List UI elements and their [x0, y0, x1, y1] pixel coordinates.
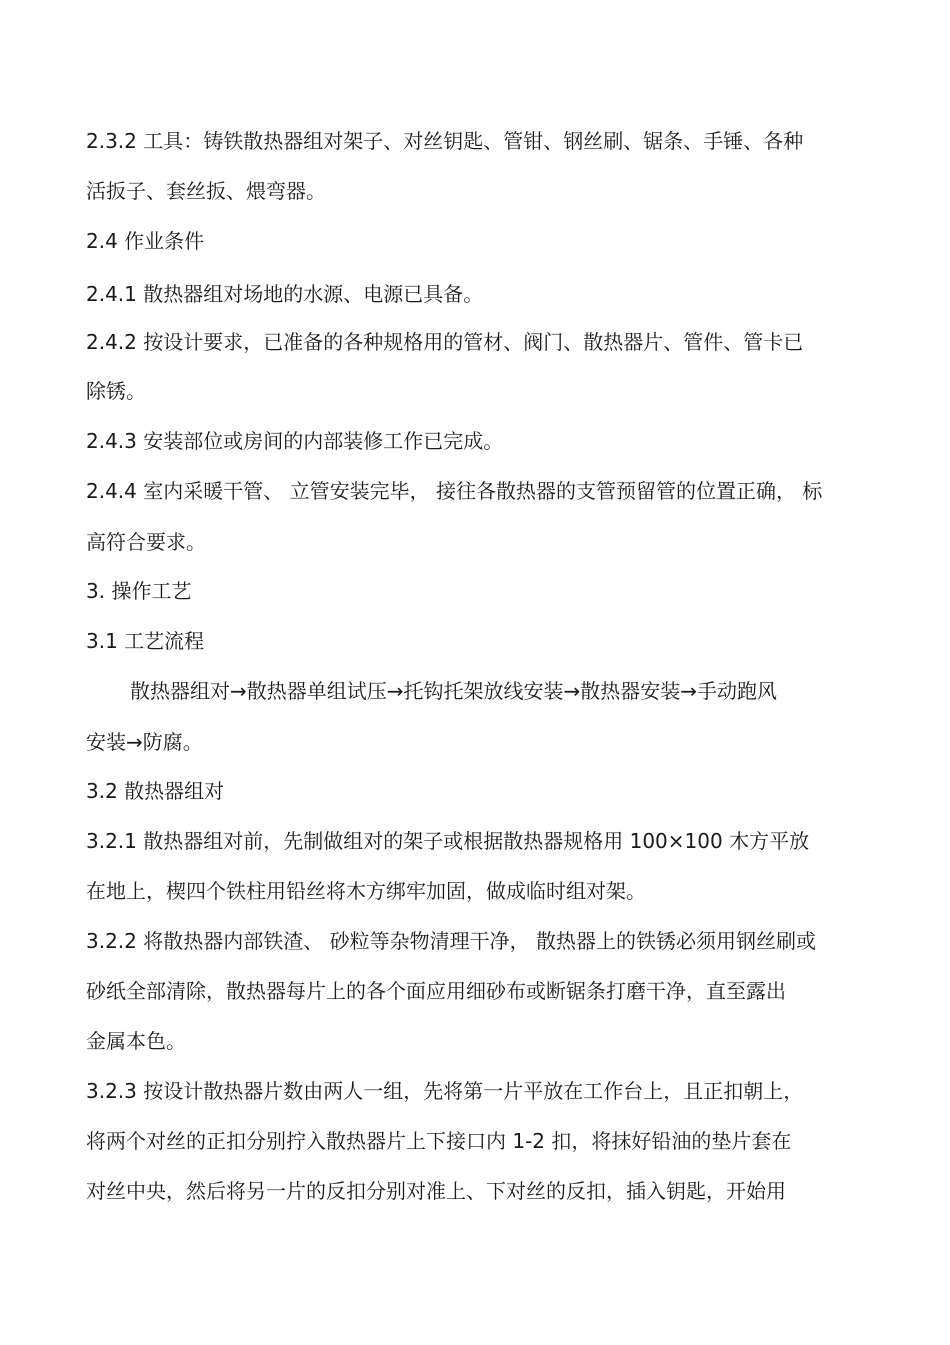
- text-line-3-2-3-cont2: 对丝中央，然后将另一片的反扣分别对准上、下对丝的反扣，插入钥匙，开始用: [86, 1179, 786, 1203]
- text-line-3-2-2-cont: 砂纸全部清除，散热器每片上的各个面应用细砂布或断锯条打磨干净，直至露出: [86, 979, 786, 1003]
- text-line-3-2-2-cont2: 金属本色。: [86, 1029, 186, 1053]
- text-line-2-3-2: 2.3.2 工具：铸铁散热器组对架子、对丝钥匙、管钳、钢丝刷、锯条、手锤、各种: [86, 129, 804, 153]
- text-line-3-2-3-cont: 将两个对丝的正扣分别拧入散热器片上下接口内 1-2 扣，将抹好铅油的垫片套在: [86, 1129, 792, 1153]
- text-line-2-4-4-cont: 高符合要求。: [86, 530, 206, 554]
- text-line-3-2-1-cont: 在地上，楔四个铁柱用铅丝将木方绑牢加固，做成临时组对架。: [86, 879, 646, 903]
- process-flow-line: 散热器组对→散热器单组试压→托钩托架放线安装→散热器安装→手动跑风: [130, 679, 778, 703]
- heading-3: 3. 操作工艺: [86, 579, 192, 603]
- heading-3-1: 3.1 工艺流程: [86, 629, 205, 653]
- text-line-2-4-1: 2.4.1 散热器组对场地的水源、电源已具备。: [86, 282, 484, 306]
- text-line-2-4-2: 2.4.2 按设计要求，已准备的各种规格用的管材、阀门、散热器片、管件、管卡已: [86, 330, 804, 354]
- text-line-3-2-1: 3.2.1 散热器组对前，先制做组对的架子或根据散热器规格用 100×100 木方平放: [86, 829, 810, 853]
- text-line-2-3-2-cont: 活扳子、套丝扳、煨弯器。: [86, 179, 326, 203]
- heading-3-2: 3.2 散热器组对: [86, 779, 225, 803]
- text-line-2-4-3: 2.4.3 安装部位或房间的内部装修工作已完成。: [86, 429, 504, 453]
- text-line-3-2-2: 3.2.2 将散热器内部铁渣、 砂粒等杂物清理干净， 散热器上的铁锈必须用钢丝刷或: [86, 929, 816, 953]
- heading-2-4: 2.4 作业条件: [86, 229, 205, 253]
- text-line-2-4-4: 2.4.4 室内采暖干管、 立管安装完毕， 接往各散热器的支管预留管的位置正确， 标: [86, 479, 823, 503]
- text-line-3-2-3: 3.2.3 按设计散热器片数由两人一组，先将第一片平放在工作台上，且正扣朝上，: [86, 1079, 804, 1103]
- text-line-2-4-2-cont: 除锈。: [86, 379, 146, 403]
- process-flow-line-cont: 安装→防腐。: [86, 730, 203, 754]
